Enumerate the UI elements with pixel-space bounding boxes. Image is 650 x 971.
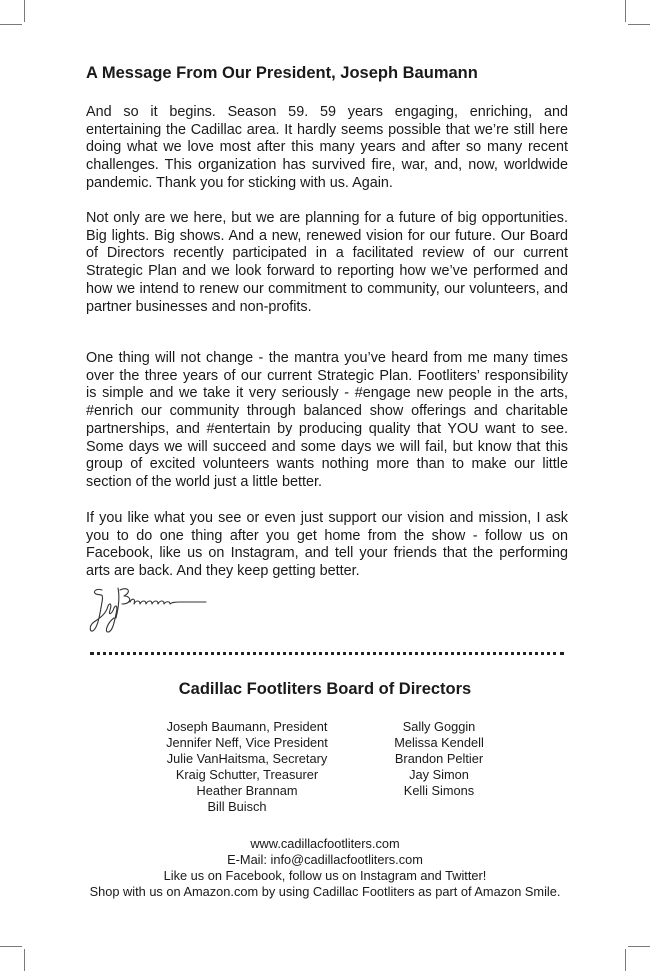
board-member: Heather Brannam: [196, 783, 298, 798]
crop-mark: [628, 24, 650, 25]
dotted-divider: [90, 652, 564, 655]
board-member: Kraig Schutter, Treasurer: [175, 767, 319, 782]
board-member: Melissa Kendell: [394, 735, 484, 750]
board-member: Sally Goggin: [402, 719, 476, 734]
board-member: Bill Buisch: [207, 799, 267, 814]
social-text: Like us on Facebook, follow us on Instagram and Twitter!: [163, 868, 487, 883]
board-title: Cadillac Footliters Board of Directors: [178, 680, 472, 698]
crop-mark: [0, 946, 22, 947]
message-paragraph: Not only are we here, but we are planning for a future of big opportunities. Big lights. Big shows. And a new, renewed vision for our future. Our Board of Directors recently participated in a facilitated review of our current Strategic Plan and we look forward to reporting how we’ve performed and how we intend to renew our commitment to community, our volunteers, and partner businesses and non-profits.: [86, 210, 568, 315]
email-text: E-Mail: info@cadillacfootliters.com: [227, 852, 423, 867]
crop-mark: [0, 24, 22, 25]
board-column-right: [368, 719, 510, 799]
board-column-left: [140, 719, 354, 799]
crop-mark: [625, 949, 626, 971]
message-paragraph: One thing will not change - the mantra you’ve heard from me many times over the three years of our current Strategic Plan. Footliters’ responsibility is simple and we take it very seriously - #engage new people in the arts, #enrich our community through balanced show offerings and charitable partnerships, and #entertain by producing quality that YOU want to see. Some days we will succeed and some days we will fail, but know that this group of excited volunteers wants nothing more than to make our little section of the world just a little better.: [86, 350, 568, 490]
president-signature: [88, 584, 208, 636]
crop-mark: [625, 0, 626, 22]
board-member: Jennifer Neff, Vice President: [166, 735, 328, 750]
amazon-text: Shop with us on Amazon.com by using Cadillac Footliters as part of Amazon Smile.: [89, 884, 561, 899]
contact-block: [0, 836, 650, 900]
board-member: Joseph Baumann, President: [166, 719, 328, 734]
board-member: Brandon Peltier: [394, 751, 484, 766]
board-member: Jay Simon: [409, 767, 469, 782]
crop-mark: [24, 949, 25, 971]
crop-mark: [24, 0, 25, 22]
board-member: Kelli Simons: [403, 783, 475, 798]
crop-mark: [628, 946, 650, 947]
message-heading: A Message From Our President, Joseph Baumann: [86, 64, 478, 82]
message-paragraph: And so it begins. Season 59. 59 years engaging, enriching, and entertaining the Cadillac area. It hardly seems possible that we’re still here doing what we love most after this many years and after so many recent challenges. This organization has survived fire, war, and, now, worldwide pandemic. Thank you for sticking with us. Again.: [86, 104, 568, 191]
board-member: Julie VanHaitsma, Secretary: [166, 751, 328, 766]
website-text: www.cadillacfootliters.com: [250, 836, 400, 851]
message-paragraph: If you like what you see or even just support our vision and mission, I ask you to do one thing after you get home from the show - follow us on Facebook, like us on Instagram, and tell your friends that the performing arts are back. And they keep getting better.: [86, 510, 568, 580]
